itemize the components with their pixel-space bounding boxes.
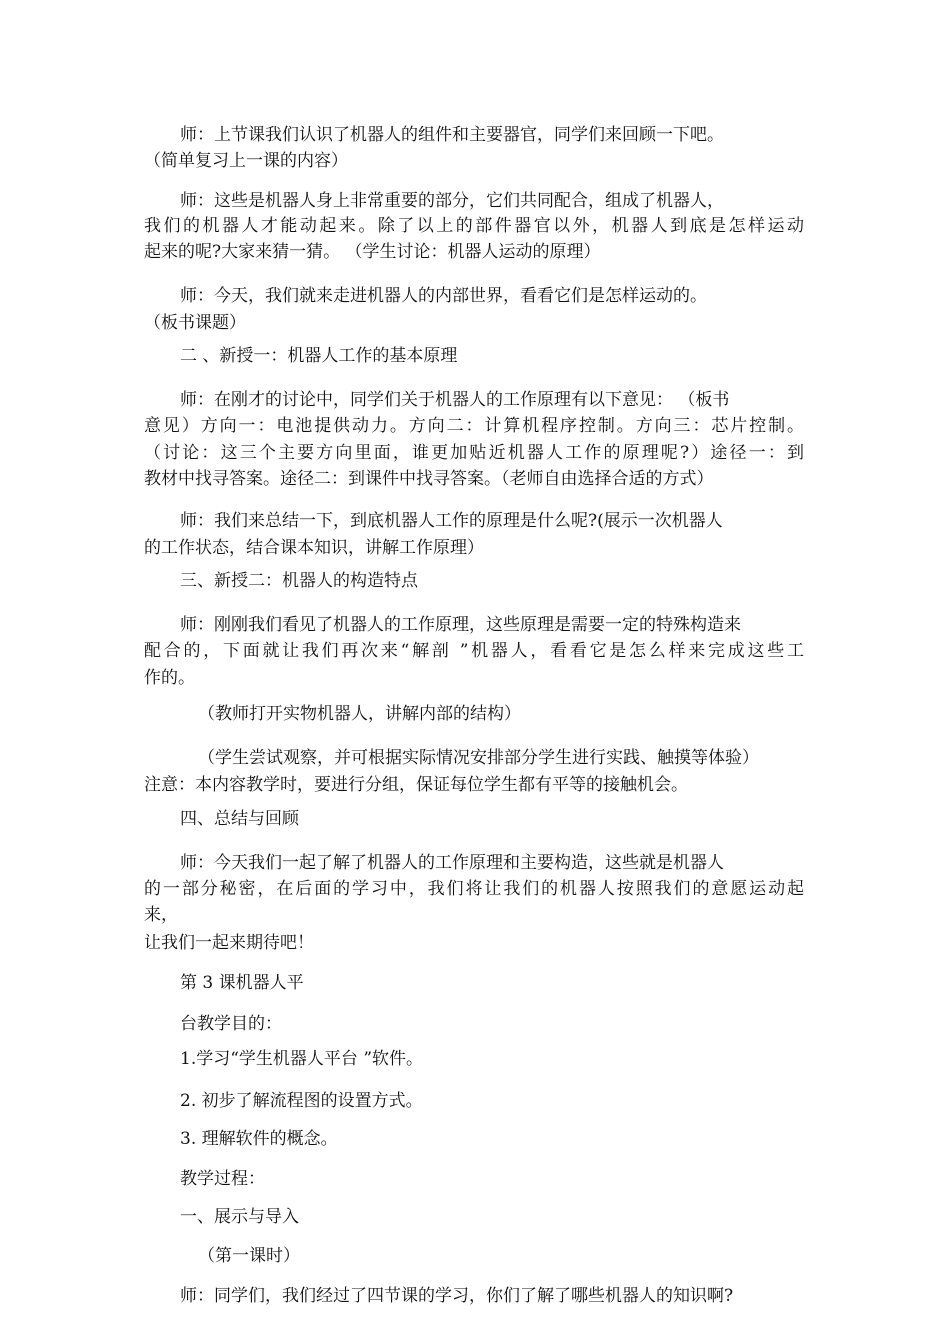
paragraph-line: 师：刚刚我们看见了机器人的工作原理，这些原理是需要一定的特殊构造来 — [180, 615, 741, 635]
section-heading: 一、展示与导入 — [180, 1207, 299, 1227]
list-item: 2. 初步了解流程图的设置方式。 — [180, 1091, 423, 1111]
paragraph-line: 起来的呢?大家来猜一猜。 （学生讨论：机器人运动的原理） — [144, 242, 601, 262]
list-item: 1.学习“学生机器人平台 ”软件。 — [180, 1049, 424, 1069]
paragraph-line: 教材中找寻答案。途径二：到课件中找寻答案。（老师自由选择合适的方式） — [144, 469, 714, 489]
list-item: 3. 理解软件的概念。 — [180, 1129, 338, 1149]
paragraph-line: （学生尝试观察，并可根据实际情况安排部分学生进行实践、触摸等体验） — [198, 748, 759, 768]
paragraph-line: 让我们一起来期待吧！ — [144, 933, 314, 953]
paragraph-line: 的一部分秘密，在后面的学习中，我们将让我们的机器人按照我们的意愿运动起 — [144, 879, 804, 899]
paragraph-line: 师：今天我们一起了解了机器人的工作原理和主要构造，这些就是机器人 — [180, 853, 724, 873]
paragraph-line: 师：在刚才的讨论中，同学们关于机器人的工作原理有以下意见： （板书 — [180, 390, 730, 410]
paragraph-line: 师：同学们，我们经过了四节课的学习，你们了解了哪些机器人的知识啊? — [180, 1286, 734, 1306]
paragraph-line: 师：我们来总结一下，到底机器人工作的原理是什么呢?(展示一次机器人 — [180, 511, 723, 531]
lesson-title: 第 3 课机器人平 — [180, 973, 304, 993]
paragraph-line: 师：上节课我们认识了机器人的组件和主要器官，同学们来回顾一下吧。 — [180, 125, 724, 145]
paragraph-line: （简单复习上一课的内容） — [144, 151, 348, 171]
section-heading: 四、总结与回顾 — [180, 809, 299, 829]
paragraph-line: 师：这些是机器人身上非常重要的部分，它们共同配合，组成了机器人， — [180, 191, 724, 211]
paragraph-line: （讨论：这三个主要方向里面，谁更加贴近机器人工作的原理呢?）途径一：到 — [144, 443, 804, 463]
paragraph-line: 注意：本内容教学时，要进行分组，保证每位学生都有平等的接触机会。 — [144, 775, 688, 795]
paragraph-line: （第一课时） — [198, 1246, 300, 1266]
paragraph-line: 教学过程： — [180, 1169, 265, 1189]
paragraph-line: 师：今天，我们就来走进机器人的内部世界，看看它们是怎样运动的。 — [180, 286, 707, 306]
paragraph-line: 台教学目的： — [180, 1014, 282, 1034]
paragraph-line: （板书课题） — [144, 313, 246, 333]
paragraph-line: 作的。 — [144, 668, 195, 688]
paragraph-line: （教师打开实物机器人，讲解内部的结构） — [198, 704, 521, 724]
section-heading: 三、新授二：机器人的构造特点 — [180, 571, 418, 591]
paragraph-line: 配合的，下面就让我们再次来“解剖 ”机器人，看看它是怎么样来完成这些工 — [144, 641, 804, 661]
paragraph-line: 的工作状态，结合课本知识，讲解工作原理） — [144, 538, 484, 558]
section-heading: 二 、新授一：机器人工作的基本原理 — [180, 346, 458, 366]
paragraph-line: 意见）方向一：电池提供动力。方向二：计算机程序控制。方向三：芯片控制。 — [144, 416, 804, 436]
paragraph-line: 来， — [144, 905, 178, 925]
paragraph-line: 我们的机器人才能动起来。除了以上的部件器官以外，机器人到底是怎样运动 — [144, 216, 804, 236]
